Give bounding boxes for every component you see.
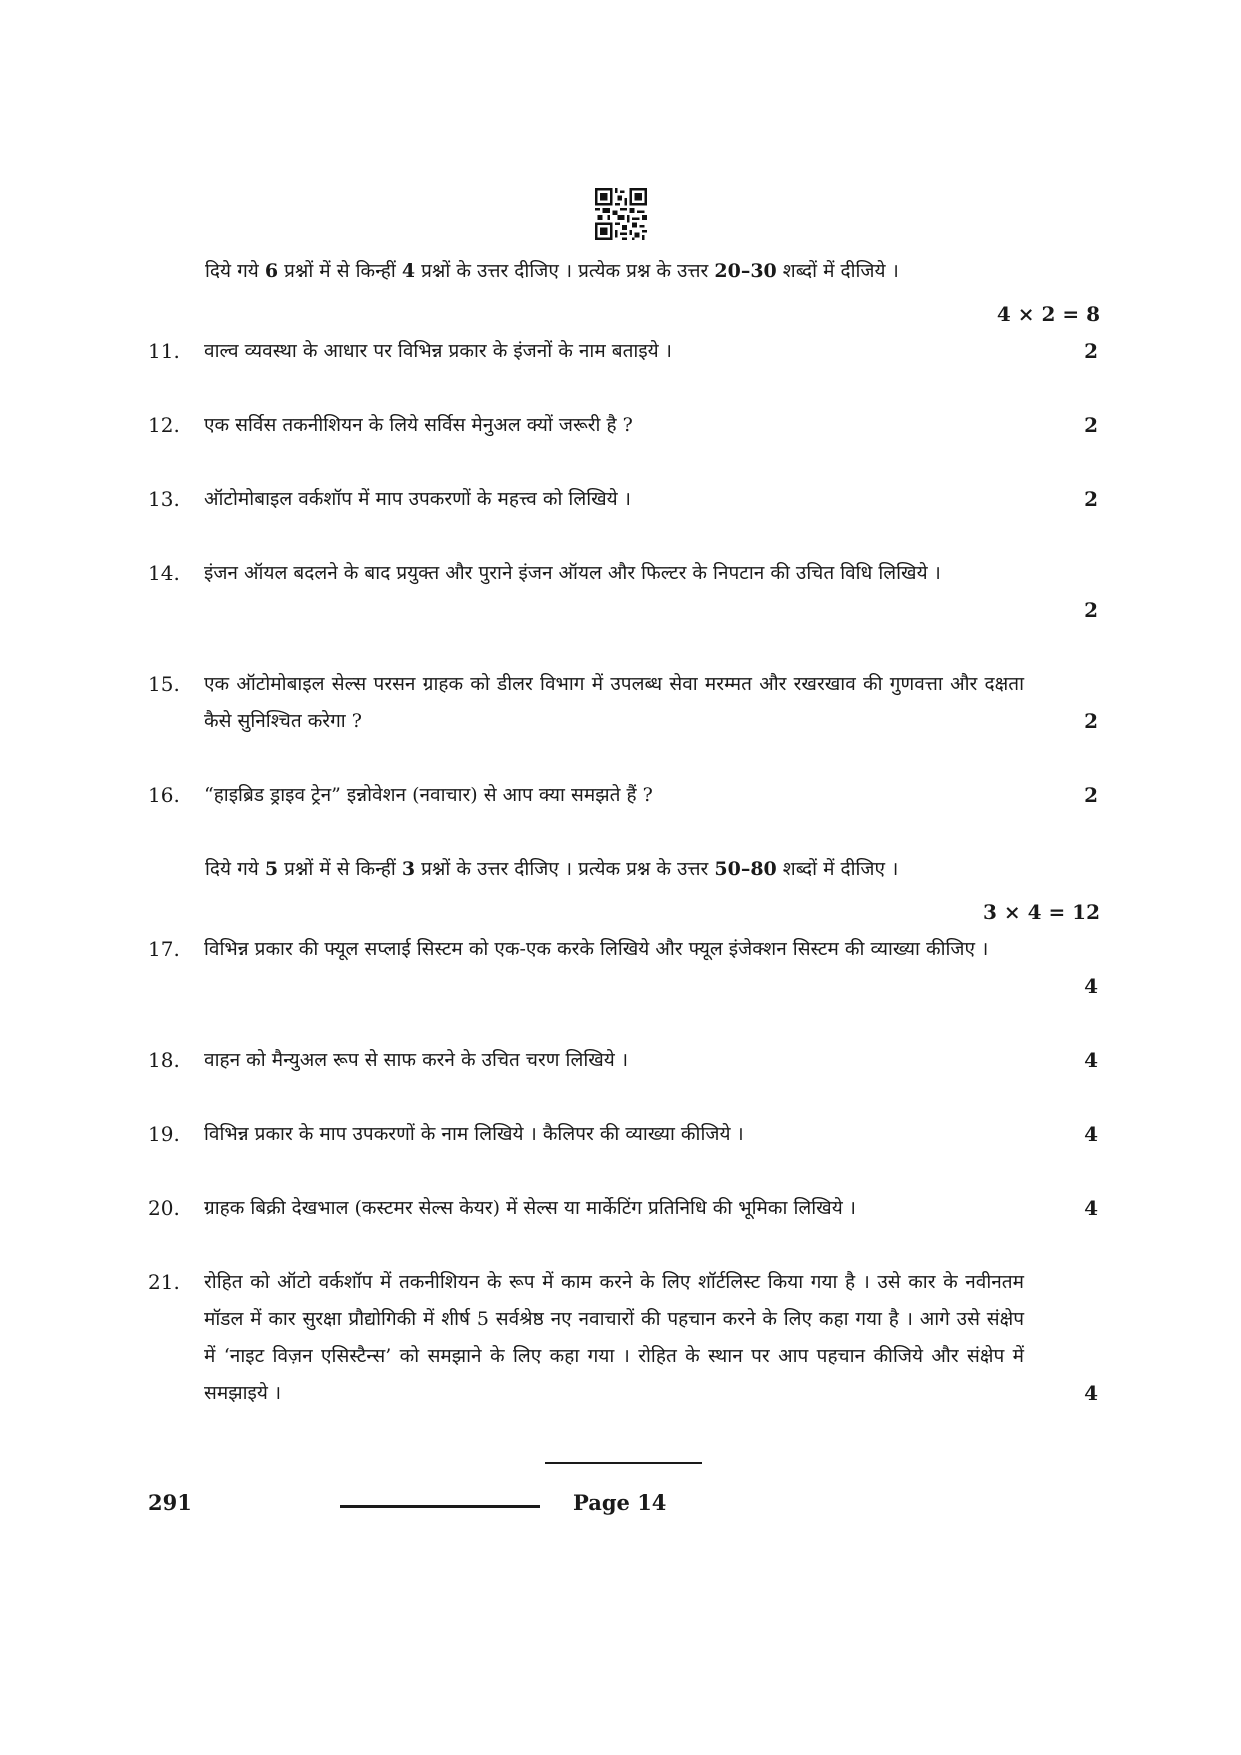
question-text: विभिन्न प्रकार के माप उपकरणों के नाम लिखिये । कैलिपर की व्याख्या कीजिये । — [204, 1123, 744, 1145]
question-number: 19. — [148, 1122, 180, 1146]
question-number: 16. — [148, 783, 180, 807]
question-number: 21. — [148, 1270, 180, 1294]
question-number: 12. — [148, 413, 180, 437]
section-a-instruction: दिये गये 6 प्रश्नों में से किन्हीं 4 प्रश्नों के उत्तर दीजिए । प्रत्येक प्रश्न के उत्तर 20–30 शब्दों में दीजिये । — [205, 260, 899, 282]
question-marks: 2 — [1084, 487, 1098, 511]
question-marks: 2 — [1084, 413, 1098, 437]
question-text: रोहित को ऑटो वर्कशॉप में तकनीशियन के रूप में काम करने के लिए शॉर्टलिस्ट किया गया है । उसे कार के नवीनतम मॉडल में कार सुरक्षा प्रौद्योगिकी में शीर्ष 5 सर्वश्रेष्ठ नए नवाचारों की पहचान करने के लिए कहा गया है । आगे उसे संक्षेप में ‘नाइट विज़न एसिस्टैन्स’ को समझाने के लिए कहा गया । रोहित के स्थान पर आप पहचान कीजिये और संक्षेप में समझाइये । — [204, 1271, 1024, 1404]
question-marks: 2 — [1084, 783, 1098, 807]
question-text: विभिन्न प्रकार की फ्यूल सप्लाई सिस्टम को एक-एक करके लिखिये और फ्यूल इंजेक्शन सिस्टम की व्याख्या कीजिए । — [204, 938, 989, 960]
question-number: 14. — [148, 561, 180, 585]
question-number: 18. — [148, 1048, 180, 1072]
question-number: 20. — [148, 1196, 180, 1220]
question-text: वाहन को मैन्युअल रूप से साफ करने के उचित चरण लिखिये । — [204, 1049, 629, 1071]
question-text: एक ऑटोमोबाइल सेल्स परसन ग्राहक को डीलर विभाग में उपलब्ध सेवा मरम्मत और रखरखाव की गुणवत्ता और दक्षता कैसे सुनिश्चित करेगा ? — [204, 673, 1024, 732]
question-marks: 2 — [1084, 709, 1098, 733]
section-b-instruction: दिये गये 5 प्रश्नों में से किन्हीं 3 प्रश्नों के उत्तर दीजिए । प्रत्येक प्रश्न के उत्तर 50–80 शब्दों में दीजिए । — [205, 858, 899, 880]
question-marks: 2 — [1084, 339, 1098, 363]
end-rule — [545, 1462, 702, 1464]
question-number: 17. — [148, 937, 180, 961]
question-marks: 2 — [1084, 598, 1098, 622]
page-number: Page 14 — [573, 1490, 667, 1515]
question-marks: 4 — [1084, 1381, 1098, 1405]
question-marks: 4 — [1084, 1048, 1098, 1072]
question-text: ऑटोमोबाइल वर्कशॉप में माप उपकरणों के महत्त्व को लिखिये । — [204, 488, 631, 510]
section-b-marks-formula: 3 × 4 = 12 — [982, 900, 1100, 924]
qr-code-icon — [595, 188, 647, 240]
question-marks: 4 — [1084, 1122, 1098, 1146]
paper-code: 291 — [148, 1490, 192, 1515]
question-text: इंजन ऑयल बदलने के बाद प्रयुक्त और पुराने इंजन ऑयल और फिल्टर के निपटान की उचित विधि लिखिये । — [204, 562, 941, 584]
question-marks: 4 — [1084, 1196, 1098, 1220]
question-text: “हाइब्रिड ड्राइव ट्रेन” इन्नोवेशन (नवाचार) से आप क्या समझते हैं ? — [204, 784, 653, 806]
question-number: 11. — [148, 339, 180, 363]
question-number: 15. — [148, 672, 180, 696]
question-text: वाल्व व्यवस्था के आधार पर विभिन्न प्रकार के इंजनों के नाम बताइये । — [204, 340, 672, 362]
footer-rule — [340, 1505, 540, 1508]
question-marks: 4 — [1084, 974, 1098, 998]
question-text: ग्राहक बिक्री देखभाल (कस्टमर सेल्स केयर) में सेल्स या मार्केटिंग प्रतिनिधि की भूमिका लिखिये । — [204, 1197, 856, 1219]
section-a-marks-formula: 4 × 2 = 8 — [996, 302, 1100, 326]
question-text: एक सर्विस तकनीशियन के लिये सर्विस मेनुअल क्यों जरूरी है ? — [204, 414, 633, 436]
question-number: 13. — [148, 487, 180, 511]
